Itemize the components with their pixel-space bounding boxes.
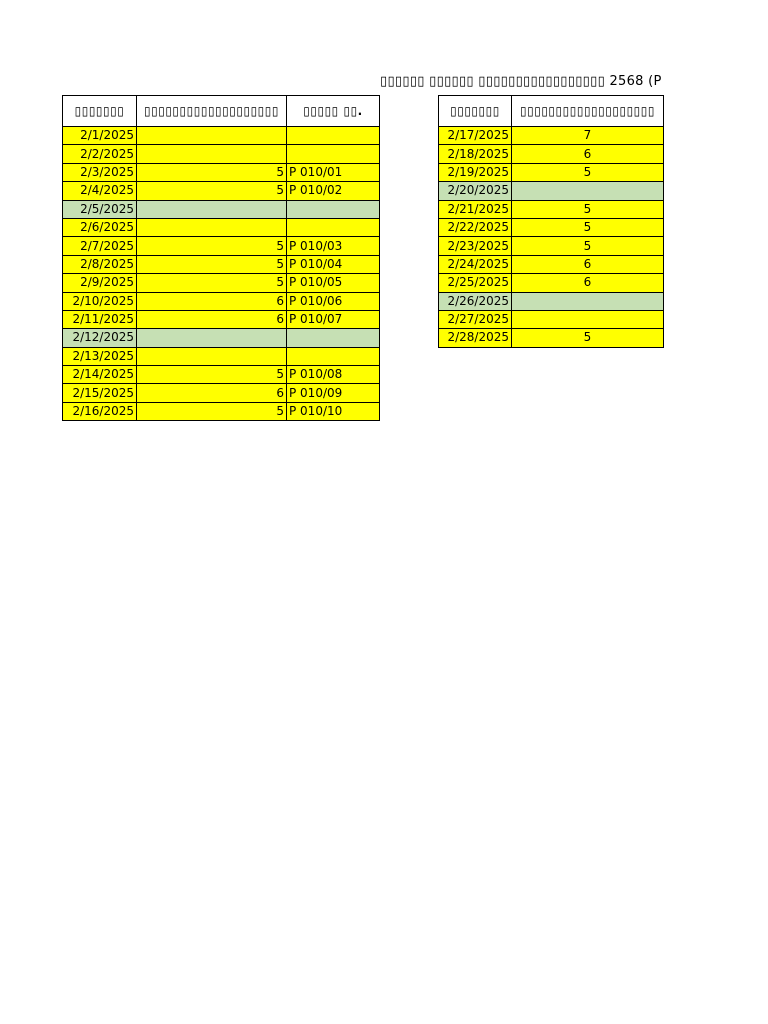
left-cell-value[interactable]: 5 — [137, 237, 287, 255]
right-cell-value[interactable] — [512, 310, 664, 328]
right-table-row — [439, 292, 664, 310]
right-cell-date[interactable]: 2/21/2025 — [439, 200, 512, 218]
right-cell-value[interactable]: 5 — [512, 218, 664, 236]
left-table-row — [63, 384, 380, 402]
left-cell-date[interactable]: 2/1/2025 — [63, 127, 137, 145]
left-cell-value[interactable]: 5 — [137, 274, 287, 292]
left-table-row — [63, 145, 380, 163]
left-table-row — [63, 218, 380, 236]
right-cell-value[interactable] — [512, 182, 664, 200]
left-table-row — [63, 347, 380, 365]
right-cell-value[interactable]: 5 — [512, 200, 664, 218]
right-cell-date[interactable]: 2/17/2025 — [439, 127, 512, 145]
left-cell-value[interactable]: 6 — [137, 292, 287, 310]
right-cell-value[interactable]: 7 — [512, 127, 664, 145]
right-table-row — [439, 163, 664, 181]
left-cell-date[interactable]: 2/2/2025 — [63, 145, 137, 163]
left-cell-date[interactable]: 2/15/2025 — [63, 384, 137, 402]
right-table-row — [439, 200, 664, 218]
left-cell-value[interactable]: 5 — [137, 402, 287, 420]
right-header-date: ▯▯▯▯▯▯▯ — [439, 96, 512, 127]
right-cell-date[interactable]: 2/23/2025 — [439, 237, 512, 255]
left-table-row — [63, 237, 380, 255]
left-cell-code[interactable] — [287, 347, 380, 365]
left-cell-code[interactable]: P 010/07 — [287, 310, 380, 328]
right-cell-date[interactable]: 2/19/2025 — [439, 163, 512, 181]
left-cell-value[interactable]: 5 — [137, 366, 287, 384]
left-cell-code[interactable]: P 010/01 — [287, 163, 380, 181]
left-cell-code[interactable]: P 010/09 — [287, 384, 380, 402]
right-table-row — [439, 127, 664, 145]
left-cell-date[interactable]: 2/12/2025 — [63, 329, 137, 347]
left-header-date: ▯▯▯▯▯▯▯ — [63, 96, 137, 127]
left-cell-code[interactable]: P 010/05 — [287, 274, 380, 292]
left-cell-value[interactable] — [137, 127, 287, 145]
left-cell-value[interactable]: 5 — [137, 182, 287, 200]
left-cell-date[interactable]: 2/4/2025 — [63, 182, 137, 200]
left-table-body — [63, 127, 380, 421]
right-data-table — [438, 95, 664, 348]
left-table-row — [63, 402, 380, 420]
left-cell-date[interactable]: 2/16/2025 — [63, 402, 137, 420]
left-cell-date[interactable]: 2/9/2025 — [63, 274, 137, 292]
right-cell-date[interactable]: 2/22/2025 — [439, 218, 512, 236]
left-table-row — [63, 200, 380, 218]
right-table-row — [439, 255, 664, 273]
left-cell-date[interactable]: 2/3/2025 — [63, 163, 137, 181]
right-cell-value[interactable]: 5 — [512, 163, 664, 181]
right-cell-date[interactable]: 2/26/2025 — [439, 292, 512, 310]
left-cell-value[interactable]: 6 — [137, 310, 287, 328]
right-table-row — [439, 237, 664, 255]
left-cell-value[interactable] — [137, 145, 287, 163]
left-cell-date[interactable]: 2/6/2025 — [63, 218, 137, 236]
left-table-row — [63, 310, 380, 328]
left-cell-value[interactable]: 6 — [137, 384, 287, 402]
left-cell-code[interactable]: P 010/02 — [287, 182, 380, 200]
left-table-row — [63, 366, 380, 384]
left-cell-date[interactable]: 2/5/2025 — [63, 200, 137, 218]
left-cell-date[interactable]: 2/13/2025 — [63, 347, 137, 365]
left-cell-value[interactable] — [137, 218, 287, 236]
right-cell-date[interactable]: 2/25/2025 — [439, 274, 512, 292]
left-cell-value[interactable]: 5 — [137, 255, 287, 273]
left-cell-code[interactable]: P 010/10 — [287, 402, 380, 420]
left-cell-date[interactable]: 2/10/2025 — [63, 292, 137, 310]
right-cell-value[interactable]: 6 — [512, 255, 664, 273]
left-table-row — [63, 163, 380, 181]
left-cell-code[interactable] — [287, 218, 380, 236]
right-table-body — [439, 127, 664, 348]
left-data-table — [62, 95, 380, 421]
right-cell-value[interactable]: 6 — [512, 145, 664, 163]
left-cell-value[interactable] — [137, 200, 287, 218]
right-table-row — [439, 310, 664, 328]
left-table-row — [63, 292, 380, 310]
left-header-value: ▯▯▯▯▯▯▯▯▯▯▯▯▯▯▯▯▯▯▯ — [137, 96, 287, 127]
left-table-row — [63, 127, 380, 145]
left-cell-date[interactable]: 2/11/2025 — [63, 310, 137, 328]
right-table-row — [439, 274, 664, 292]
right-cell-value[interactable] — [512, 292, 664, 310]
left-header-code: ▯▯▯▯▯ ▯▯. — [287, 96, 380, 127]
right-cell-date[interactable]: 2/18/2025 — [439, 145, 512, 163]
right-cell-value[interactable]: 5 — [512, 237, 664, 255]
left-cell-value[interactable] — [137, 347, 287, 365]
left-cell-code[interactable] — [287, 145, 380, 163]
left-cell-code[interactable]: P 010/06 — [287, 292, 380, 310]
right-header-row — [439, 96, 664, 127]
left-table-row — [63, 274, 380, 292]
right-cell-value[interactable]: 6 — [512, 274, 664, 292]
left-cell-code[interactable]: P 010/03 — [287, 237, 380, 255]
right-table-row — [439, 145, 664, 163]
left-cell-value[interactable] — [137, 329, 287, 347]
left-cell-value[interactable]: 5 — [137, 163, 287, 181]
right-cell-date[interactable]: 2/28/2025 — [439, 329, 512, 347]
right-cell-value[interactable]: 5 — [512, 329, 664, 347]
left-cell-date[interactable]: 2/14/2025 — [63, 366, 137, 384]
left-table-row — [63, 255, 380, 273]
right-cell-date[interactable]: 2/27/2025 — [439, 310, 512, 328]
left-table-row — [63, 182, 380, 200]
left-cell-code[interactable]: P 010/08 — [287, 366, 380, 384]
right-table-row — [439, 218, 664, 236]
left-cell-code[interactable] — [287, 200, 380, 218]
right-table-row — [439, 182, 664, 200]
left-header-row — [63, 96, 380, 127]
right-cell-date[interactable]: 2/24/2025 — [439, 255, 512, 273]
left-cell-date[interactable]: 2/7/2025 — [63, 237, 137, 255]
left-table-row — [63, 329, 380, 347]
right-table-row — [439, 329, 664, 347]
right-cell-date[interactable]: 2/20/2025 — [439, 182, 512, 200]
sheet-title: ▯▯▯▯▯▯ ▯▯▯▯▯▯ ▯▯▯▯▯▯▯▯▯▯▯▯▯▯▯▯▯ 2568 (P — [380, 74, 662, 89]
left-cell-date[interactable]: 2/8/2025 — [63, 255, 137, 273]
right-header-value: ▯▯▯▯▯▯▯▯▯▯▯▯▯▯▯▯▯▯▯ — [512, 96, 664, 127]
left-cell-code[interactable] — [287, 329, 380, 347]
left-cell-code[interactable]: P 010/04 — [287, 255, 380, 273]
left-cell-code[interactable] — [287, 127, 380, 145]
